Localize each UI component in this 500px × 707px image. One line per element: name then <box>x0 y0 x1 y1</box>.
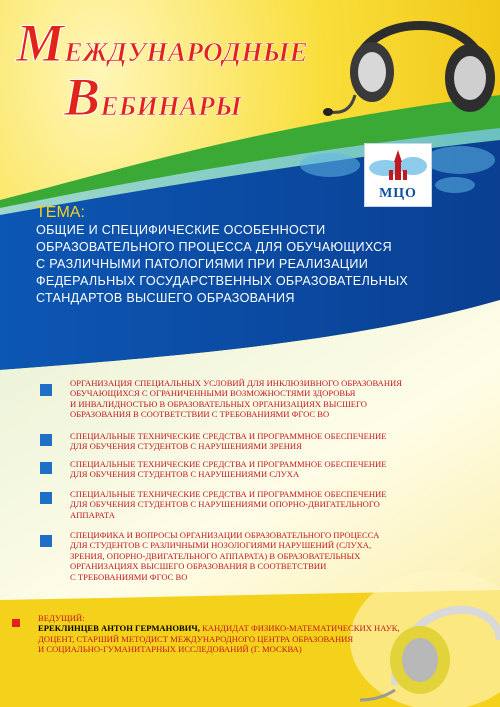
speaker-name: ЕРЕКЛИНЦЕВ АНТОН ГЕРМАНОВИЧ, <box>38 623 200 634</box>
topic-line: ФЕДЕРАЛЬНЫХ ГОСУДАРСТВЕННЫХ ОБРАЗОВАТЕЛЬНЫХ <box>36 274 409 288</box>
list-item-line: ДЛЯ ОБУЧЕНИЯ СТУДЕНТОВ С НАРУШЕНИЯМИ ЗРЕНИЯ <box>70 441 302 452</box>
topic-line: С РАЗЛИЧНЫМИ ПАТОЛОГИЯМИ ПРИ РЕАЛИЗАЦИИ <box>36 257 369 271</box>
list-item <box>70 459 470 480</box>
speaker-title: КАНДИДАТ ФИЗИКО-МАТЕМАТИЧЕСКИХ НАУК, <box>199 623 400 634</box>
list-item-line: СПЕЦИАЛЬНЫЕ ТЕХНИЧЕСКИЕ СРЕДСТВА И ПРОГРАММНОЕ ОБЕСПЕЧЕНИЕ <box>70 459 387 469</box>
topic-line: ОБРАЗОВАТЕЛЬНОГО ПРОЦЕССА ДЛЯ ОБУЧАЮЩИХСЯ <box>36 240 392 254</box>
bullet-square-icon <box>40 492 52 504</box>
topic-title <box>36 222 476 307</box>
list-item-line: ДЛЯ ОБУЧЕНИЯ СТУДЕНТОВ С НАРУШЕНИЯМИ СЛУХА <box>70 469 300 480</box>
list-item-line: ЗРЕНИЯ, ОПОРНО-ДВИГАТЕЛЬНОГО АППАРАТА) В ОБРАЗОВАТЕЛЬНЫХ <box>70 550 361 561</box>
list-item <box>70 431 470 452</box>
bullet-square-icon <box>40 384 52 396</box>
topic-line: ОБЩИЕ И СПЕЦИФИЧЕСКИЕ ОСОБЕННОСТИ <box>36 223 326 237</box>
title-initial-2: В <box>64 67 101 127</box>
list-item-line: С ТРЕБОВАНИЯМИ ФГОС ВО <box>70 571 188 582</box>
title-rest-1: ЕЖДУНАРОДНЫЕ <box>64 37 309 67</box>
title-rest-2: ЕБИНАРЫ <box>100 91 242 121</box>
speaker-line: И СОЦИАЛЬНО-ГУМАНИТАРНЫХ ИССЛЕДОВАНИЙ (Г. МОСКВА) <box>38 644 302 655</box>
list-item-line: ОБРАЗОВАНИЯ В СООТВЕТСТВИИ С ТРЕБОВАНИЯМИ ФГОС ВО <box>70 409 330 420</box>
list-item-line: ДЛЯ ОБУЧЕНИЯ СТУДЕНТОВ С НАРУШЕНИЯМИ ОПОРНО-ДВИГАТЕЛЬНОГО <box>70 499 380 510</box>
topic-line: СТАНДАРТОВ ВЫСШЕГО ОБРАЗОВАНИЯ <box>36 291 295 305</box>
list-item-line: АППАРАТА <box>70 509 115 520</box>
title-line-2 <box>64 66 242 128</box>
mco-logo <box>364 143 432 207</box>
topic-label: ТЕМА: <box>36 204 85 221</box>
title-line-1 <box>16 12 308 74</box>
list-item-line: ОРГАНИЗАЦИЯХ ВЫСШЕГО ОБРАЗОВАНИЯ В СООТВЕТСТВИИ <box>70 561 327 572</box>
list-item-line: ДЛЯ СТУДЕНТОВ С РАЗЛИЧНЫМИ НОЗОЛОГИЯМИ НАРУШЕНИЙ (СЛУХА, <box>70 540 372 551</box>
list-item <box>70 378 470 420</box>
list-item-line: СПЕЦИАЛЬНЫЕ ТЕХНИЧЕСКИЕ СРЕДСТВА И ПРОГРАММНОЕ ОБЕСПЕЧЕНИЕ <box>70 431 387 441</box>
bullet-square-icon <box>40 462 52 474</box>
title-initial-1: М <box>16 13 65 73</box>
speaker-label: ВЕДУЩИЙ: <box>38 613 85 623</box>
list-item <box>70 489 470 520</box>
logo-text: МЦО <box>379 186 417 201</box>
list-item-line: ОРГАНИЗАЦИЯ СПЕЦИАЛЬНЫХ УСЛОВИЙ ДЛЯ ИНКЛЮЗИВНОГО ОБРАЗОВАНИЯ <box>70 378 402 388</box>
speaker-line: ДОЦЕНТ, СТАРШИЙ МЕТОДИСТ МЕЖДУНАРОДНОГО ЦЕНТРА ОБРАЗОВАНИЯ <box>38 633 354 644</box>
bullet-square-icon <box>40 535 52 547</box>
bullet-square-icon <box>40 434 52 446</box>
list-item-line: СПЕЦИФИКА И ВОПРОСЫ ОРГАНИЗАЦИИ ОБРАЗОВАТЕЛЬНОГО ПРОЦЕССА <box>70 530 380 540</box>
list-item-line: И ИНВАЛИДНОСТЬЮ В ОБРАЗОВАТЕЛЬНЫХ ОРГАНИЗАЦИЯХ ВЫСШЕГО <box>70 398 368 409</box>
list-item-line: СПЕЦИАЛЬНЫЕ ТЕХНИЧЕСКИЕ СРЕДСТВА И ПРОГРАММНОЕ ОБЕСПЕЧЕНИЕ <box>70 489 387 499</box>
kremlin-map-icon <box>365 146 431 186</box>
speaker-info <box>38 613 478 655</box>
list-item-line: ОБУЧАЮЩИХСЯ С ОГРАНИЧЕННЫМИ ВОЗМОЖНОСТЯМИ ЗДОРОВЬЯ <box>70 388 356 399</box>
list-item <box>70 530 470 582</box>
